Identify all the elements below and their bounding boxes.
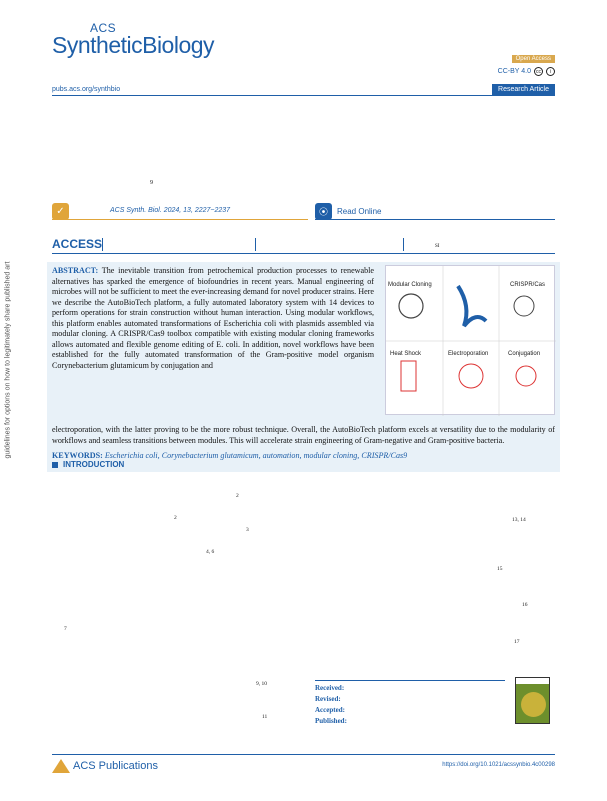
toc-label: Heat Shock	[390, 351, 422, 357]
footnote: 4, 6	[206, 549, 215, 555]
section-heading	[52, 460, 124, 469]
read-online-icon[interactable]: ⦿	[315, 203, 332, 220]
abstract-continued: electroporation, with the latter proving to be the more robust technique. Overall, the AutoBioTech platform excels at versatility due to the modularity of workflows and seamless transitions between modules. This will accelerate strain engineering of Gram-negative and Gram-positive bacteria.	[52, 425, 555, 445]
journal-logo	[52, 22, 214, 57]
read-online-link[interactable]: Read Online	[337, 207, 382, 216]
supporting-info-mark[interactable]: SI	[435, 244, 440, 249]
cc-icon: cc	[536, 68, 541, 75]
logo-name: SyntheticBiology	[52, 32, 215, 58]
keywords-text: Escherichia coli, Corynebacterium glutamicum, automation, modular cloning, CRISPR/Cas9	[104, 451, 408, 460]
doi-link[interactable]: https://doi.org/10.1021/acssynbio.4c00298	[442, 762, 555, 768]
cover-image	[521, 692, 546, 717]
accepted-label: Accepted:	[315, 706, 345, 714]
article-type-badge: Research Article	[492, 84, 555, 95]
access-label: ACCESS	[52, 237, 103, 251]
acs-triangle-icon	[52, 759, 70, 773]
published-label: Published:	[315, 717, 347, 725]
footnote: 3	[246, 527, 249, 533]
publisher-logo	[52, 759, 158, 773]
side-note: guidelines for options on how to legitimately share published art	[4, 261, 12, 459]
intro-heading: INTRODUCTION	[63, 460, 125, 469]
footer-rule	[52, 754, 555, 755]
by-icon: i	[546, 67, 555, 76]
footnote: 9, 10	[256, 681, 267, 687]
footnote: 7	[64, 626, 67, 632]
license-link[interactable]	[498, 67, 555, 76]
header-rule	[52, 95, 555, 96]
section-square-icon	[52, 462, 58, 468]
received-label: Received:	[315, 684, 345, 692]
logo-acs: ACS	[90, 21, 117, 35]
footnote: 2	[174, 515, 177, 521]
toc-label: Conjugation	[508, 351, 541, 357]
footnote: 2	[236, 493, 239, 499]
history-box	[315, 680, 505, 727]
footnote: 16	[522, 602, 528, 608]
toc-label: CRISPR/Cas	[510, 282, 546, 288]
abstract-text: The inevitable transition from petrochemical production processes to renewable alternatives has sparked the emergence of biofoundries in recent years. Manual engineering of microbes will not be sufficient to meet the ever-increasing demand for novel producer strains. Here we describe the AutoBioTech platform, a fully automated laboratory system with 14 devices to perform operations for strain construction without human interaction. Using modular workflows, this platform enables automated transformations of Escherichia coli with plasmids assembled via modular cloning. A CRISPR/Cas9 toolbox compatible with existing modular cloning frameworks allows automated and flexible genome editing of E. coli. In addition, novel workflows have been established for the fully automated transformation of the Gram-positive model organism Corynebacterium glutamicum by conjugation and	[52, 266, 374, 370]
footnote: 15	[497, 566, 503, 572]
revised-label: Revised:	[315, 695, 341, 703]
journal-cover-thumbnail	[515, 677, 550, 724]
divider	[255, 238, 256, 251]
cover-band	[516, 678, 549, 684]
toc-label: Modular Cloning	[388, 282, 432, 288]
footnote: 13, 14	[512, 517, 526, 523]
keywords	[52, 451, 555, 460]
keywords-label: KEYWORDS:	[52, 451, 103, 460]
footnote-9: 9	[150, 180, 153, 186]
footnote: 17	[514, 639, 520, 645]
cite-icon[interactable]: ✓	[52, 203, 69, 220]
footnote: 11	[262, 714, 268, 720]
citation-text: ACS Synth. Biol. 2024, 13, 2227−2237	[110, 207, 231, 214]
publisher-name: ACS Publications	[73, 760, 158, 772]
toc-illustration	[386, 266, 556, 416]
abstract-label: ABSTRACT:	[52, 266, 99, 275]
toc-label: Electroporation	[448, 351, 489, 357]
abstract	[52, 266, 374, 371]
license-label: CC-BY 4.0	[497, 68, 531, 75]
divider	[403, 238, 404, 251]
toc-graphic	[385, 265, 555, 415]
access-row	[52, 238, 555, 254]
open-access-badge: Open Access	[512, 55, 555, 63]
divider	[102, 238, 103, 251]
journal-url[interactable]: pubs.acs.org/synthbio	[52, 86, 121, 93]
